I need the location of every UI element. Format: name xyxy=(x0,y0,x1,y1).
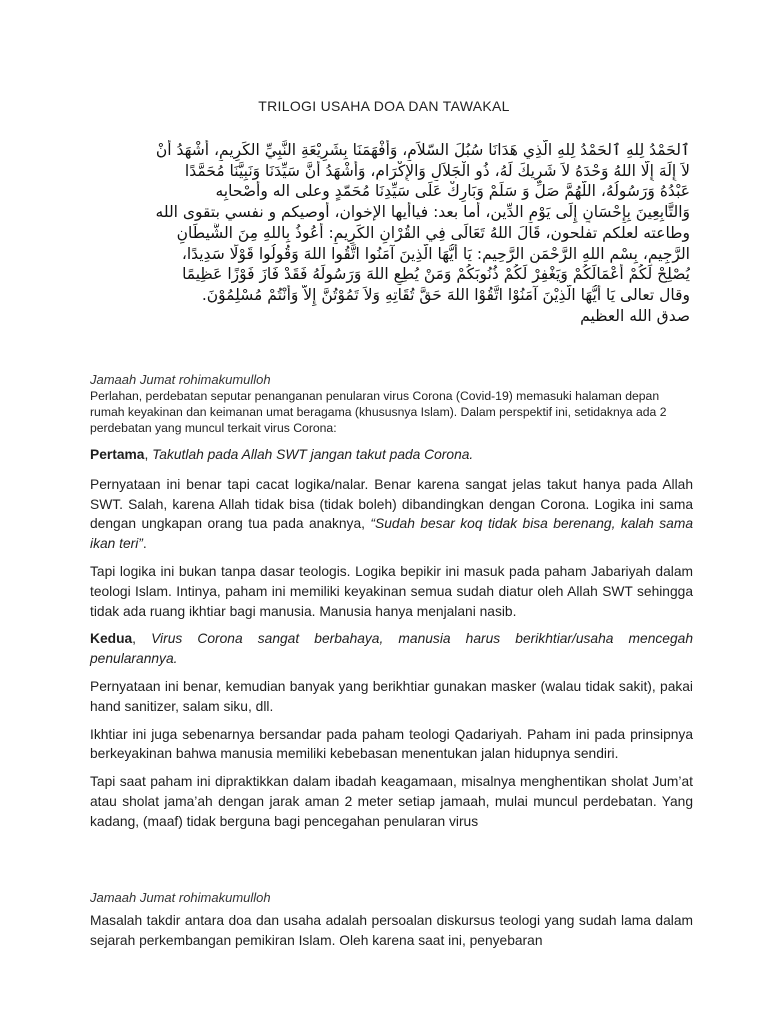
paragraph: Ikhtiar ini juga sebenarnya bersandar pada paham teologi Qadariyah. Paham ini pada prinsipnya berkeyakinan bahwa manusia memiliki kebebasan menentukan jalan hidupnya sendiri. xyxy=(90,726,693,762)
kedua-statement: Virus Corona sangat berbahaya, manusia harus berikhtiar/usaha mencegah penularannya. xyxy=(90,631,693,667)
document-title: TRILOGI USAHA DOA DAN TAWAKAL xyxy=(258,98,510,114)
arabic-line: ٱلحَمْدُ لِلهِ ٱلحَمْدُ لِلهِ الّذِي هَدَانَا سُبُلَ السّلاَمِ، وَأَفْهَمَنَا بِشَرِيْعَةِ النَّبِيِّ الكَرِيمِ، أَشْهَدُ أَنْ xyxy=(155,141,690,159)
arabic-line: عَبْدُهُ وَرَسُولُهُ، اللَّهُمَّ صَلِّ وَ سَلِّمْ وَبَارِكْ عَلَى سَيِّدِنَا مُحَمّدٍ وعلى اله وأصْحابِه xyxy=(215,182,690,201)
paragraph: Tapi logika ini bukan tanpa dasar teologis. Logika bepikir ini masuk pada paham Jabariyah dalam teologi Islam. Intinya, paham ini memiliki keyakinan semua sudah diatur oleh Allah SWT sehingga tidak ada ruang ikhtiar bagi manusia. Manusia hanya menjalani nasib. xyxy=(90,563,693,619)
arabic-line: وَالتَّابِعِينَ بِإِحْسَانٍ إِلَى يَوْمِ الدِّين، أما بعد: فياأيها الإخوان، أوصيكم و نفسي بتقوى الله xyxy=(155,203,690,222)
paragraph: Pernyataan ini benar tapi cacat logika/nalar. Benar karena sangat jelas takut hanya pada Allah SWT. Salah, karena Allah tidak bisa (tidak boleh) dibandingkan dengan Corona. Logika ini sama dengan ungkapan orang tua pada anaknya, “Sudah besar koq tidak bisa berenang, kalah sama ikan teri”. xyxy=(90,476,693,552)
kedua-point: Kedua, Virus Corona sangat berbahaya, manusia harus berikhtiar/usaha mencegah penularannya. xyxy=(90,631,693,667)
pertama-statement: Takutlah pada Allah SWT jangan takut pada Corona. xyxy=(152,447,474,462)
section-1 xyxy=(90,372,693,832)
pertama-point: Pertama, Takutlah pada Allah SWT jangan takut pada Corona. xyxy=(90,447,474,462)
pertama-label: Pertama xyxy=(90,447,145,462)
arabic-line: لاَ إِلَهَ إِلَّا اللهُ وَحْدَهُ لاَ شَرِيكَ لَهُ، ذُو الْجَلاَلِ وَالإِكْرَامِ، وَأَشْهَدُ أَنَّ سَيِّدَنَا وَنَبِيَّنَا مُحَمَّدًا xyxy=(184,161,690,180)
arabic-line: وطاعته لعلكم تفلحون، قَالَ اللهُ تَعَالَى فِي القُرْانِ الكَرِيمِ: أَعُوذُ بِاللهِ مِنَ الشَّيطَانِ xyxy=(176,223,690,242)
section-heading: Jamaah Jumat rohimakumulloh xyxy=(90,372,271,387)
paragraph: Pernyataan ini benar, kemudian banyak yang berikhtiar gunakan masker (walau tidak sakit), pakai hand sanitizer, salam siku, dll. xyxy=(90,678,693,714)
arabic-opening-prayer xyxy=(84,140,690,326)
kedua-label: Kedua xyxy=(90,631,133,647)
arabic-line: يُصْلِحْ لَكُمْ أَعْمَالَكُمْ وَيَغْفِرْ لَكُمْ ذُنُوبَكُمْ وَمَنْ يُطِعِ اللهَ وَرَسُولَهُ فَقَدْ فَازَ فَوْزًا عَظِيمًا xyxy=(182,265,690,284)
section-2 xyxy=(90,890,693,951)
paragraph: Tapi saat paham ini dipraktikkan dalam ibadah keagamaan, misalnya menghentikan sholat Jum’at atau sholat jama’ah dengan jarak aman 2 meter setiap jamaah, mulai muncul perdebatan. Yang kadang, (maaf) tidak berguna bagi pencegahan penularan virus xyxy=(90,774,693,829)
section-heading: Jamaah Jumat rohimakumulloh xyxy=(90,890,271,905)
paragraph: Masalah takdir antara doa dan usaha adalah persoalan diskursus teologi yang sudah lama dalam sejarah perkembangan pemikiran Islam. Oleh karena saat ini, penyebaran xyxy=(90,913,693,948)
arabic-line: وقال تعالى يَا أَيُّهَا الَّذِيْنَ آمَنُوْا اتَّقُوْا اللهَ حَقَّ تُقَاتِهِ وَلاَ تَمُوْتُنَّ إِلاَّ وَأَنْتُمْ مُسْلِمُوْنَ. xyxy=(201,285,690,304)
arabic-line: صدق الله العظيم xyxy=(580,306,690,325)
arabic-line: الرَّجِيمِ، بِسْمِ اللهِ الرَّحْمَنِ الرَّحِيمِ: يَا أَيُّهَا الَّذِينَ آمَنُوا اتَّقُوا اللهَ وَقُولُوا قَوْلًا سَدِيدًا، xyxy=(181,244,690,263)
quote: “Sudah besar koq tidak bisa berenang, kalah sama ikan teri” xyxy=(90,516,693,552)
intro-paragraph: Perlahan, perdebatan seputar penanganan penularan virus Corona (Covid-19) memasuki halaman depan rumah keyakinan dan keimanan umat beragama (khususnya Islam). Dalam perspektif ini, setidaknya ada 2 perdebatan yang muncul terkait virus Corona: xyxy=(90,389,667,435)
